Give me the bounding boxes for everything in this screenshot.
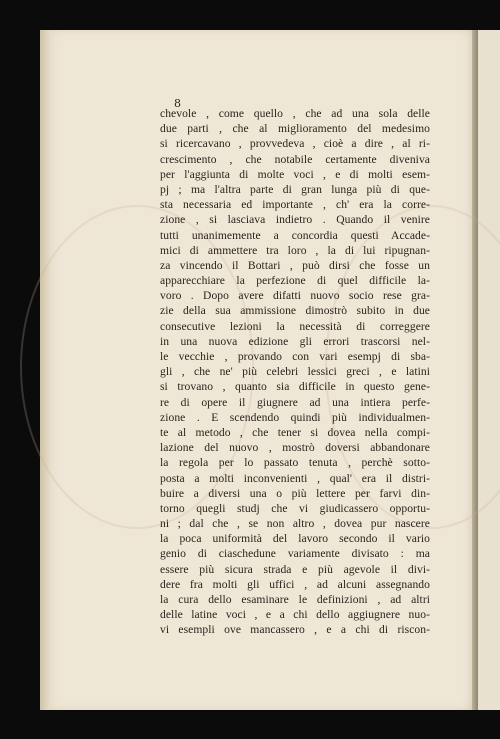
text-line: voro . Dopo avere difatti nuovo socio rese gra- bbox=[160, 289, 430, 303]
text-line: genio di ciaschedune variamente divisato : ma bbox=[160, 547, 430, 561]
text-line: pj ; ma l'altra parte di gran lunga più di que- bbox=[160, 182, 430, 196]
text-line: za vincendo il Bottari , può dirsi che fosse un bbox=[160, 258, 430, 272]
book-gutter bbox=[472, 30, 478, 710]
text-line: in una nuova edizione gli errori trascorsi nel- bbox=[160, 334, 430, 348]
text-line: torno quegli studj che vi giudicassero opportu- bbox=[160, 501, 430, 515]
text-line: la regola per lo passato tenuta , perchè sotto- bbox=[160, 456, 430, 470]
text-line: lazione del nuovo , mostrò doversi abbandonare bbox=[160, 441, 430, 455]
text-line: posta a molti inconvenienti , qual' era il distri- bbox=[160, 471, 430, 485]
text-line: gli , che ne' più celebri lessici greci , e latini bbox=[160, 365, 430, 379]
text-line: per l'aggiunta di molte voci , e di molti esem- bbox=[160, 167, 430, 181]
text-line: la poca uniformità del lavoro secondo il vario bbox=[160, 532, 430, 546]
text-line: due parti , che al miglioramento del medesimo bbox=[160, 122, 430, 136]
text-line: te al metodo , che tener si dovea nella compi- bbox=[160, 425, 430, 439]
text-line: ni ; dal che , se non altro , dovea pur nascere bbox=[160, 517, 430, 531]
text-line: essere più sicura strada e più agevole il divi- bbox=[160, 562, 430, 576]
body-text bbox=[160, 106, 430, 638]
text-line: zie della sua ammissione dimostrò subito in due bbox=[160, 304, 430, 318]
text-line: le vecchie , provando con vari esempj di sba- bbox=[160, 350, 430, 363]
text-line: sta necessaria ed importante , ch' era la corre- bbox=[160, 198, 430, 212]
text-line: si trovano , quanto sia difficile in questo gene- bbox=[160, 380, 430, 394]
text-line: dere fra molti gli uffici , ad alcuni assegnando bbox=[160, 577, 430, 591]
adjacent-page-edge bbox=[478, 30, 500, 710]
page-number: 8 bbox=[174, 97, 181, 110]
text-line: crescimento , che notabile certamente diveniva bbox=[160, 152, 430, 166]
text-line: vi esempli ove mancassero , e a chi di riscon- bbox=[160, 623, 430, 637]
text-line: buire a diversi una o più lettere per farvi din- bbox=[160, 486, 430, 500]
text-line: mici di ammettere tra loro , la di lui ripugnan- bbox=[160, 243, 430, 257]
text-line: consecutive lezioni la necessità di correggere bbox=[160, 319, 430, 333]
text-line: la cura dello esaminare le definizioni , ad altri bbox=[160, 593, 430, 606]
text-line: si ricercavano , provvedeva , cioè a dire , al ri- bbox=[160, 137, 430, 151]
text-line: delle latine voci , e a chi dello aggiugnere nuo- bbox=[160, 608, 430, 622]
text-line: tutti unanimemente a concordia questi Accade- bbox=[160, 228, 430, 242]
text-line: apparecchiare la perfezione di quel difficile la- bbox=[160, 274, 430, 288]
text-line: zione . E scendendo quindi più individualmen- bbox=[160, 410, 430, 424]
text-line: zione , si lasciava indietro . Quando il venire bbox=[160, 213, 430, 227]
text-line: re di opere il giugnere ad una intiera perfe- bbox=[160, 395, 430, 409]
text-line: chevole , come quello , che ad una sola delle bbox=[160, 107, 430, 120]
page-left-edge bbox=[40, 30, 50, 710]
